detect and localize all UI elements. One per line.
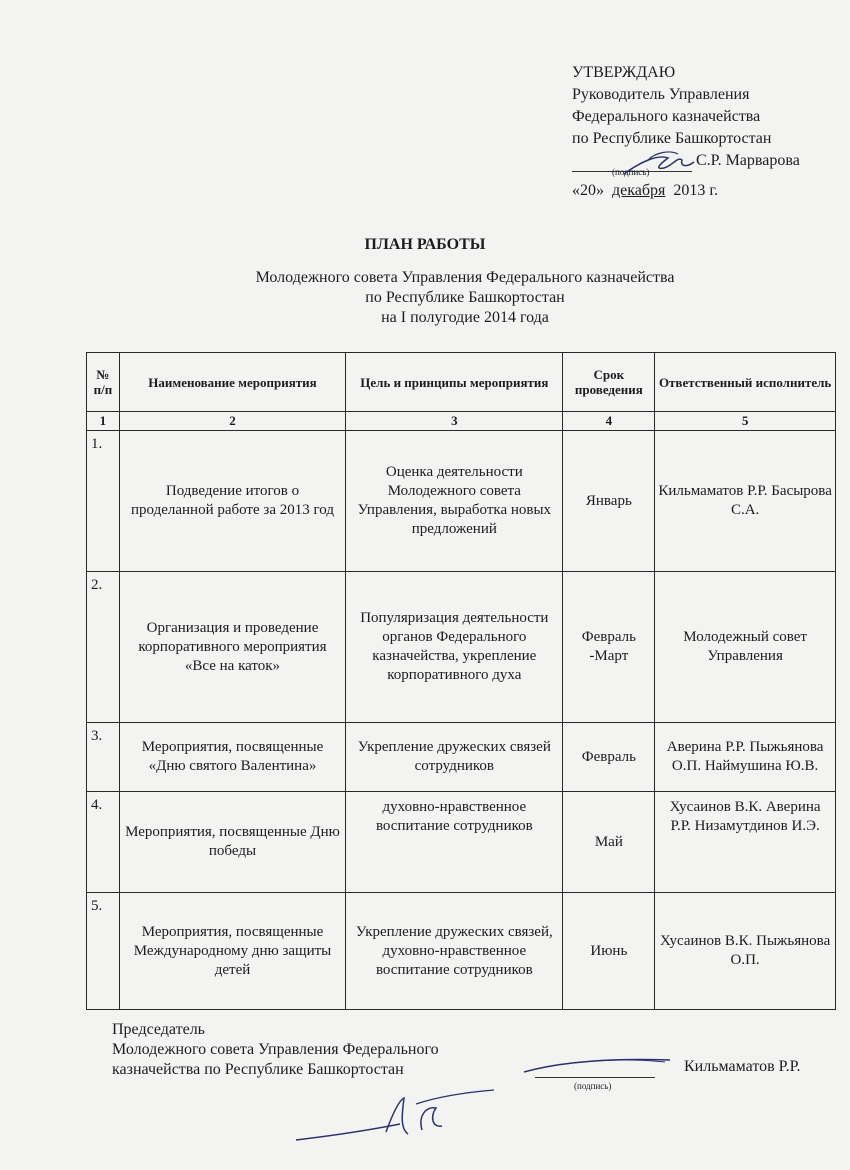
table-row <box>87 792 836 893</box>
date-day: «20» <box>572 182 604 199</box>
row-goal: духовно-нравственное воспитание сотрудников <box>346 792 563 893</box>
table-row <box>87 893 836 1010</box>
handwritten-signature-icon <box>290 1080 500 1150</box>
signature-caption: (подпись) <box>612 167 650 177</box>
approval-block <box>572 62 800 202</box>
page-title: ПЛАН РАБОТЫ <box>364 236 486 253</box>
row-resp: Хусаинов В.К. Пыжьянова О.П. <box>655 893 836 1010</box>
chairman-line-2: Молодежного совета Управления Федерального <box>112 1041 439 1058</box>
row-goal: Укрепление дружеских связей, духовно-нравственное воспитание сотрудников <box>346 893 563 1010</box>
row-resp: Аверина Р.Р. Пыжьянова О.П. Наймушина Ю.В. <box>655 723 836 792</box>
row-name: Организация и проведение корпоративного мероприятия «Все на каток» <box>119 572 345 723</box>
approval-signer: С.Р. Марварова <box>696 152 800 169</box>
date-month: декабря <box>612 182 666 199</box>
approval-date <box>572 180 800 202</box>
handwritten-signature-icon <box>620 140 700 180</box>
row-name: Мероприятия, посвященные Международному дню защиты детей <box>119 893 345 1010</box>
row-term: Февраль <box>563 723 655 792</box>
row-term: Январь <box>563 431 655 572</box>
page-subtitle <box>0 268 850 328</box>
column-number: 1 <box>87 412 120 431</box>
row-term: Май <box>563 792 655 893</box>
chairman-line-1: Председатель <box>112 1021 205 1038</box>
chairman-line-3: казначейства по Республике Башкортостан <box>112 1061 404 1078</box>
column-number: 2 <box>119 412 345 431</box>
table-header-row <box>87 353 836 412</box>
column-number: 5 <box>655 412 836 431</box>
row-num: 5. <box>87 893 120 1010</box>
row-name: Подведение итогов о проделанной работе за 2013 год <box>119 431 345 572</box>
row-num: 1. <box>87 431 120 572</box>
row-name: Мероприятия, посвященные Дню победы <box>119 792 345 893</box>
table-row <box>87 723 836 792</box>
column-number-row <box>87 412 836 431</box>
header-name: Наименование мероприятия <box>119 353 345 412</box>
chairman-block <box>112 1020 439 1080</box>
approval-line-3: по Республике Башкортостан <box>572 130 772 147</box>
row-term: Февраль -Март <box>563 572 655 723</box>
row-num: 2. <box>87 572 120 723</box>
row-resp: Молодежный совет Управления <box>655 572 836 723</box>
table-row <box>87 431 836 572</box>
subtitle-line-1: Молодежного совета Управления Федерального казначейства <box>255 269 675 286</box>
row-goal: Популяризация деятельности органов Федерального казначейства, укрепление корпоративного духа <box>346 572 563 723</box>
row-num: 4. <box>87 792 120 893</box>
date-year: 2013 г. <box>673 182 719 199</box>
table-row <box>87 572 836 723</box>
approval-line-2: Федерального казначейства <box>572 108 761 125</box>
header-term: Срок проведения <box>563 353 655 412</box>
row-resp: Хусаинов В.К. Аверина Р.Р. Низамутдинов И.Э. <box>655 792 836 893</box>
row-num: 3. <box>87 723 120 792</box>
subtitle-line-2: по Республике Башкортостан <box>365 289 565 306</box>
subtitle-line-3: на I полугодие 2014 года <box>381 309 549 326</box>
handwritten-signature-icon <box>520 1050 680 1080</box>
chairman-signature-caption: (подпись) <box>574 1081 612 1091</box>
column-number: 4 <box>563 412 655 431</box>
header-resp: Ответственный исполнитель <box>655 353 836 412</box>
column-number: 3 <box>346 412 563 431</box>
chairman-name: Кильмаматов Р.Р. <box>684 1058 801 1075</box>
row-term: Июнь <box>563 893 655 1010</box>
row-goal: Укрепление дружеских связей сотрудников <box>346 723 563 792</box>
plan-table <box>86 352 836 1010</box>
header-goal: Цель и принципы мероприятия <box>346 353 563 412</box>
row-goal: Оценка деятельности Молодежного совета Управления, выработка новых предложений <box>346 431 563 572</box>
row-name: Мероприятия, посвященные «Дню святого Валентина» <box>119 723 345 792</box>
approval-line-1: Руководитель Управления <box>572 86 750 103</box>
approval-heading: УТВЕРЖДАЮ <box>572 64 676 81</box>
row-resp: Кильмаматов Р.Р. Басырова С.А. <box>655 431 836 572</box>
header-num: № п/п <box>87 353 120 412</box>
